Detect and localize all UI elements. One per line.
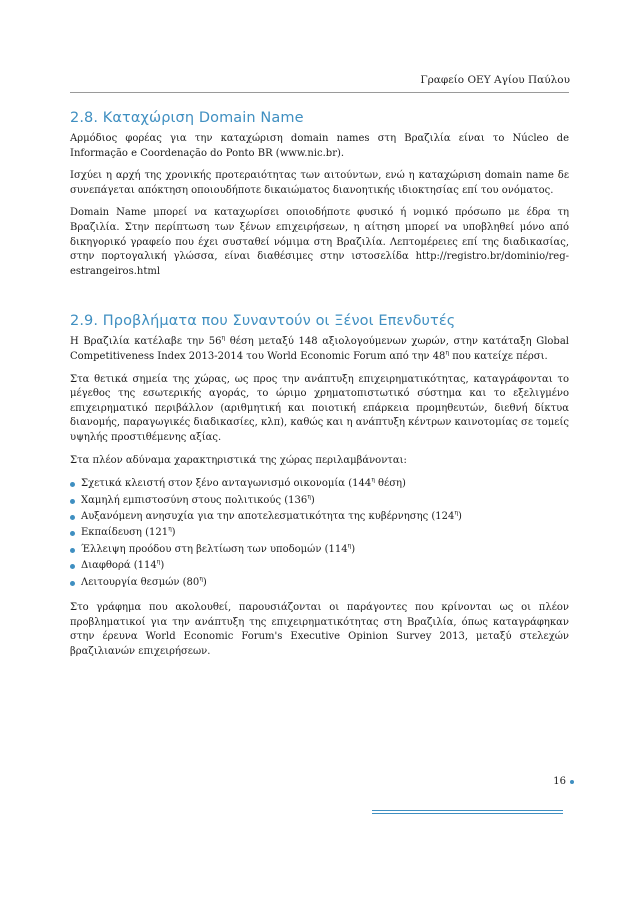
ordinal-superscript: η	[454, 509, 458, 517]
list-item-tail: )	[171, 527, 176, 539]
list-item-tail: )	[202, 576, 207, 588]
list-item	[70, 476, 569, 492]
ordinal-superscript: η	[347, 542, 352, 550]
list-item	[70, 575, 569, 591]
paragraph-ranking	[70, 335, 569, 364]
section-heading-domain-name: 2.8. Καταχώριση Domain Name	[70, 110, 304, 126]
list-item-tail: )	[351, 543, 356, 555]
list-item-tail: )	[457, 510, 462, 522]
ordinal-superscript: η	[221, 335, 226, 343]
paragraph: Αρμόδιος φορέας για την καταχώριση domain names στη Βραζιλία είναι το Núcleo de Informação e Coordenação do Ponto BR (www.nic.br).	[70, 133, 569, 159]
paragraph: Ισχύει η αρχή της χρονικής προτεραιότητας των αιτούντων, ενώ η καταχώριση domain name δε συνεπάγεται απόκτηση οποιουδήποτε δικαιώματος διανοητικής ιδιοκτησίας επί του ονόματος.	[70, 170, 569, 196]
footer-divider	[372, 813, 563, 814]
ordinal-superscript: η	[199, 575, 203, 583]
bullet-icon	[70, 564, 75, 569]
document-body	[70, 104, 569, 667]
list-item	[70, 509, 569, 525]
bullet-icon	[70, 548, 75, 553]
header-divider	[70, 92, 569, 93]
ordinal-superscript: η	[371, 476, 375, 484]
footer-divider	[372, 810, 563, 811]
list-item-text: Χαμηλή εμπιστοσύνη στους πολιτικούς (136	[81, 494, 308, 506]
paragraph: Στα πλέον αδύναμα χαρακτηριστικά της χώρας περιλαμβάνονται:	[70, 454, 407, 466]
paragraph: Domain Name μπορεί να καταχωρίσει οποιοδήποτε φυσικό ή νομικό πρόσωπο με έδρα τη Βραζιλία. Στην περίπτωση των ξένων επιχειρήσεων, η αίτηση μπορεί να υποβληθεί μόνο από δικηγορικό γραφείο που έχει συσταθεί νόμιμα στη Βραζιλία. Λεπτομέρειες επί της διαδικασίας, στην πορτογαλική γλώσσα, είναι διαθέσιμες στην ιστοσελίδα http://registro.br/dominio/reg-estrangeiros.html	[70, 207, 569, 277]
list-item	[70, 558, 569, 574]
page-header: Γραφείο ΟΕΥ Αγίου Παύλου	[420, 74, 570, 86]
bullet-icon	[70, 581, 75, 586]
list-item-text: Λειτουργία θεσμών (80	[81, 576, 200, 588]
list-item	[70, 542, 569, 558]
bullet-icon	[70, 482, 75, 487]
list-item-text: Εκπαίδευση (121	[81, 527, 169, 539]
page-number: 16	[553, 776, 566, 787]
ordinal-superscript: η	[307, 493, 311, 501]
ordinal-superscript: η	[445, 349, 450, 357]
section-heading-foreign-investors: 2.9. Προβλήματα που Συναντούν οι Ξένοι Επενδυτές	[70, 313, 456, 330]
page-number-dot-icon	[570, 780, 574, 784]
list-item-text: Διαφθορά (114	[81, 560, 157, 572]
bullet-icon	[70, 515, 75, 520]
list-item-tail: )	[160, 560, 165, 572]
list-item-text: Αυξανόμενη ανησυχία για την αποτελεσματικότητα της κυβέρνησης (124	[81, 510, 455, 522]
bullet-icon	[70, 531, 75, 536]
list-item-tail: )	[310, 494, 315, 506]
text-span: που κατείχε πέρσι.	[449, 350, 548, 362]
ordinal-superscript: η	[168, 525, 172, 533]
bullet-icon	[70, 499, 75, 504]
list-item	[70, 493, 569, 509]
paragraph: Στα θετικά σημεία της χώρας, ως προς την ανάπτυξη επιχειρηματικότητας, καταγράφονται το μέγεθος της εσωτερικής αγοράς, το ώριμο χρηματοπιστωτικό σύστημα και το εξελιγμένο επιχειρηματικό περιβάλλον (αριθμητική και ποιοτική επάρκεια προμηθευτών, διεθνή δίκτυα διανομής, παραγωγικές διαδικασίες, κλπ), καθώς και η ανάπτυξη κέντρων καινοτομίας σε τομείς υψηλής προστιθέμενης αξίας.	[70, 373, 569, 443]
list-item	[70, 525, 569, 541]
list-item-text: Έλλειψη προόδου στη βελτίωση των υποδομών (114	[81, 543, 348, 555]
text-span: θέση μεταξύ 148 αξιολογούμενων χωρών, στην κατάταξη Global Competitiveness Index 2013-2014 του World Economic Forum από την 48	[70, 336, 569, 362]
ordinal-superscript: η	[156, 558, 161, 566]
text-span: Η Βραζιλία κατέλαβε την 56	[70, 336, 222, 348]
weaknesses-list	[70, 476, 569, 591]
list-item-text: Σχετικά κλειστή στον ξένο ανταγωνισμό οικονομία (144	[81, 478, 372, 490]
list-item-tail: θέση)	[374, 478, 406, 490]
paragraph: Στο γράφημα που ακολουθεί, παρουσιάζονται οι παράγοντες που κρίνονται ως οι πλέον προβληματικοί για την ανάπτυξη της επιχειρηματικότητας στη Βραζιλία, όπως καταγράφηκαν στην έρευνα World Economic Forum's Executive Opinion Survey 2013, μεταξύ στελεχών βραζιλιανών επιχειρήσεων.	[70, 601, 569, 657]
